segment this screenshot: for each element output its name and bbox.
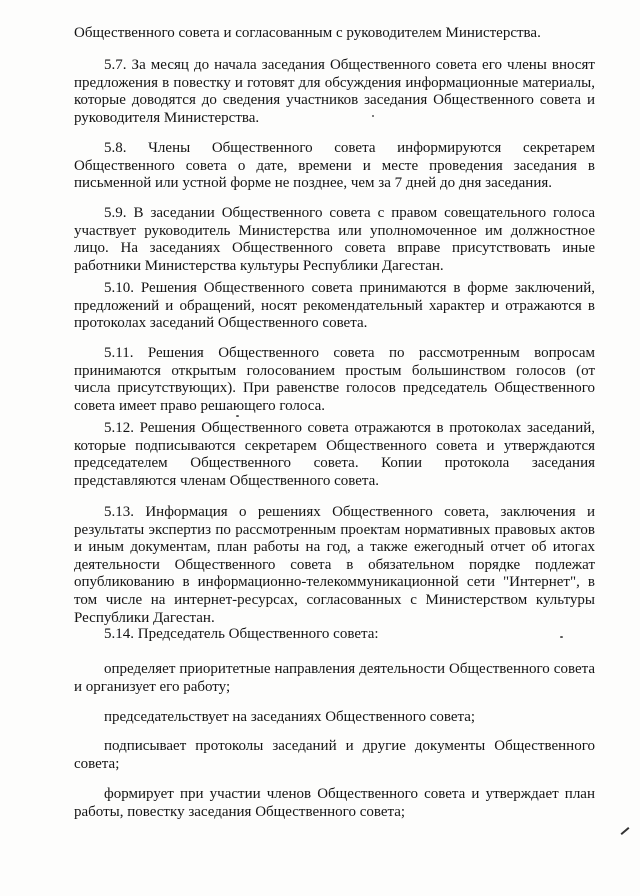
paragraph-5-12: 5.12. Решения Общественного совета отражаются в протоколах заседаний, которые подписываются секретарем Общественного совета и утверждаются председателем Общественного совета. Копии протокола заседания представляются членам Общественного совета. — [74, 420, 595, 489]
scan-speck — [560, 636, 563, 638]
paragraph-continuation: Общественного совета и согласованным с руководителем Министерства. — [74, 25, 541, 41]
duty-item-2: председательствует на заседаниях Общественного совета; — [104, 709, 476, 725]
paragraph-5-13: 5.13. Информация о решениях Общественного совета, заключения и результаты экспертиз по рассмотренным проектам нормативных правовых актов и иным документам, план работы на год, а также ежегодный отчет об итогах деятельности Общественного совета в обязательном порядке подлежат опубликованию в информационно-телекоммуникационной сети "Интернет", в том числе на интернет-ресурсах, согласованных с Министерством культуры Республики Дагестан. — [74, 504, 595, 626]
paragraph-5-8: 5.8. Члены Общественного совета информируются секретарем Общественного совета о дате, времени и месте проведения заседания в письменной или устной форме не позднее, чем за 7 дней до дня заседания. — [74, 140, 595, 192]
duty-item-1: определяет приоритетные направления деятельности Общественного совета и организует его работу; — [74, 661, 595, 695]
scan-speck — [372, 115, 374, 117]
paragraph-5-7: 5.7. За месяц до начала заседания Общественного совета его члены вносят предложения в повестку и готовят для обсуждения информационные материалы, которые доводятся до сведения участников заседания Общественного совета и руководителя Министерства. — [74, 57, 595, 126]
duty-item-3: подписывает протоколы заседаний и другие документы Общественного совета; — [74, 738, 595, 772]
paragraph-5-9: 5.9. В заседании Общественного совета с правом совещательного голоса участвует руководитель Министерства или уполномоченное им должностное лицо. На заседаниях Общественного совета вправе присутствовать иные работники Министерства культуры Республики Дагестан. — [74, 205, 595, 274]
scan-speck — [236, 415, 239, 417]
scan-mark — [621, 827, 630, 835]
duty-item-4: формирует при участии членов Общественного совета и утверждает план работы, повестку заседания Общественного совета; — [74, 786, 595, 820]
paragraph-5-10: 5.10. Решения Общественного совета принимаются в форме заключений, предложений и обращений, носят рекомендательный характер и отражаются в протоколах заседаний Общественного совета. — [74, 280, 595, 332]
paragraph-5-14: 5.14. Председатель Общественного совета: — [104, 626, 379, 642]
paragraph-5-11: 5.11. Решения Общественного совета по рассмотренным вопросам принимаются открытым голосованием простым большинством голосов (от числа присутствующих). При равенстве голосов председатель Общественного совета имеет право решающего голоса. — [74, 345, 595, 414]
